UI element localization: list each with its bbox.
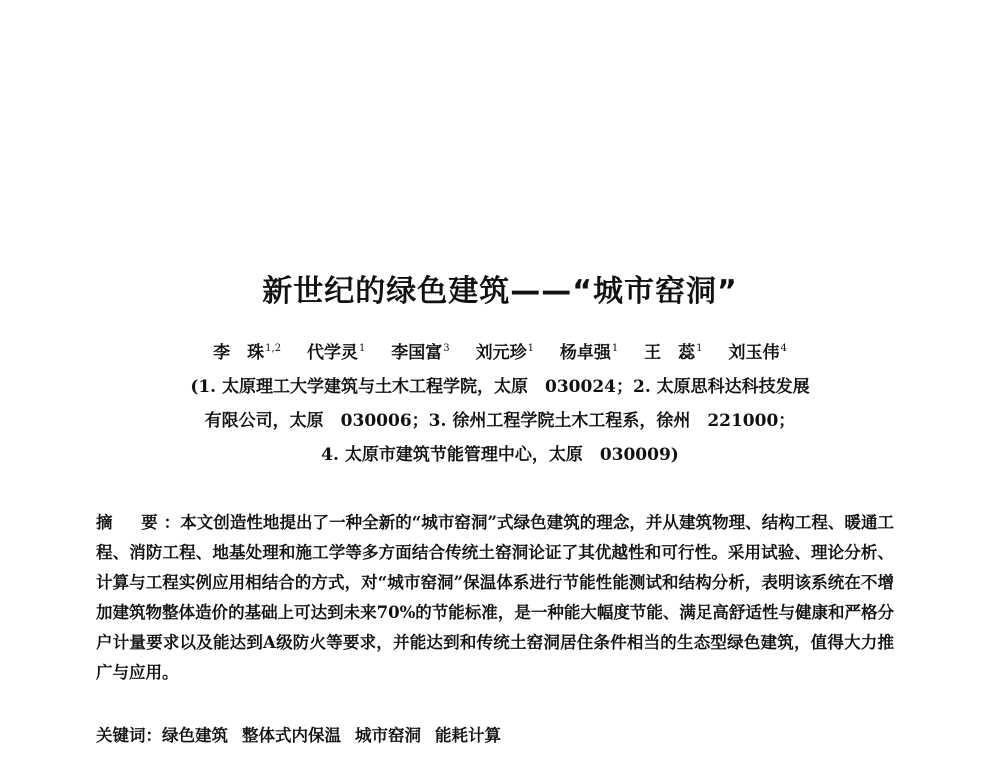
author-name: 刘玉伟 [728,343,780,363]
author [391,338,449,363]
author-name: 王 蕊 [644,343,696,363]
author-name: 代学灵 [306,343,358,363]
author-affiliation-mark: 1 [696,343,703,354]
abstract-text: 本文创造性地提出了一种全新的“城市窑洞”式绿色建筑的理念，并从建筑物理、结构工程、暖通工程、消防工程、地基处理和施工学等多方面结合传统土窑洞论证了其优越性和可行性。采用试验、理论分析、计算与工程实例应用相结合的方式，对“城市窑洞”保温体系进行节能性能测试和结构分析，表明该系统在不增加建筑物整体造价的基础上可达到未来70%的节能标准，是一种能大幅度节能、满足高舒适性与健康和严格分户计量要求以及能达到A级防火等要求，并能达到和传统土窑洞居住条件相当的生态型绿色建筑，值得大力推广与应用。 [96,513,895,682]
author [307,338,365,363]
keyword: 绿色建筑 [162,726,228,745]
affiliation-line: 4. 太原市建筑节能管理中心，太原 030009) [321,445,679,465]
author [476,338,534,363]
keywords [96,722,894,746]
abstract [96,508,894,688]
author-name: 刘元珍 [475,343,527,363]
author-affiliation-mark: 1,2 [265,343,282,354]
author [560,338,618,363]
author-affiliation-mark: 4 [780,343,787,354]
author-affiliation-mark: 3 [443,343,450,354]
author-affiliation-mark: 1 [527,343,534,354]
author-affiliation-mark: 1 [358,343,366,354]
keywords-label: 关键词 [96,726,146,745]
abstract-colon: ： [163,513,181,532]
paper-title: 新世纪的绿色建筑——“城市窑洞” [262,274,738,310]
keyword: 城市窑洞 [355,726,421,745]
author [728,338,786,363]
keywords-colon: ： [145,726,162,745]
author-name: 李国富 [391,343,443,363]
affiliation-line: (1. 太原理工大学建筑与土木工程学院，太原 030024；2. 太原思科达科技发展 [190,377,810,397]
abstract-label: 摘 要 [96,513,164,532]
author [213,338,281,363]
author-list [0,338,1000,363]
author-affiliation-mark: 1 [611,343,619,354]
affiliation-line: 有限公司，太原 030006；3. 徐州工程学院土木工程系，徐州 221000； [204,411,796,431]
keyword: 能耗计算 [435,726,501,745]
author-name: 李 珠 [213,343,265,363]
keyword: 整体式内保温 [242,726,341,745]
author [644,338,702,363]
author-name: 杨卓强 [559,343,611,363]
